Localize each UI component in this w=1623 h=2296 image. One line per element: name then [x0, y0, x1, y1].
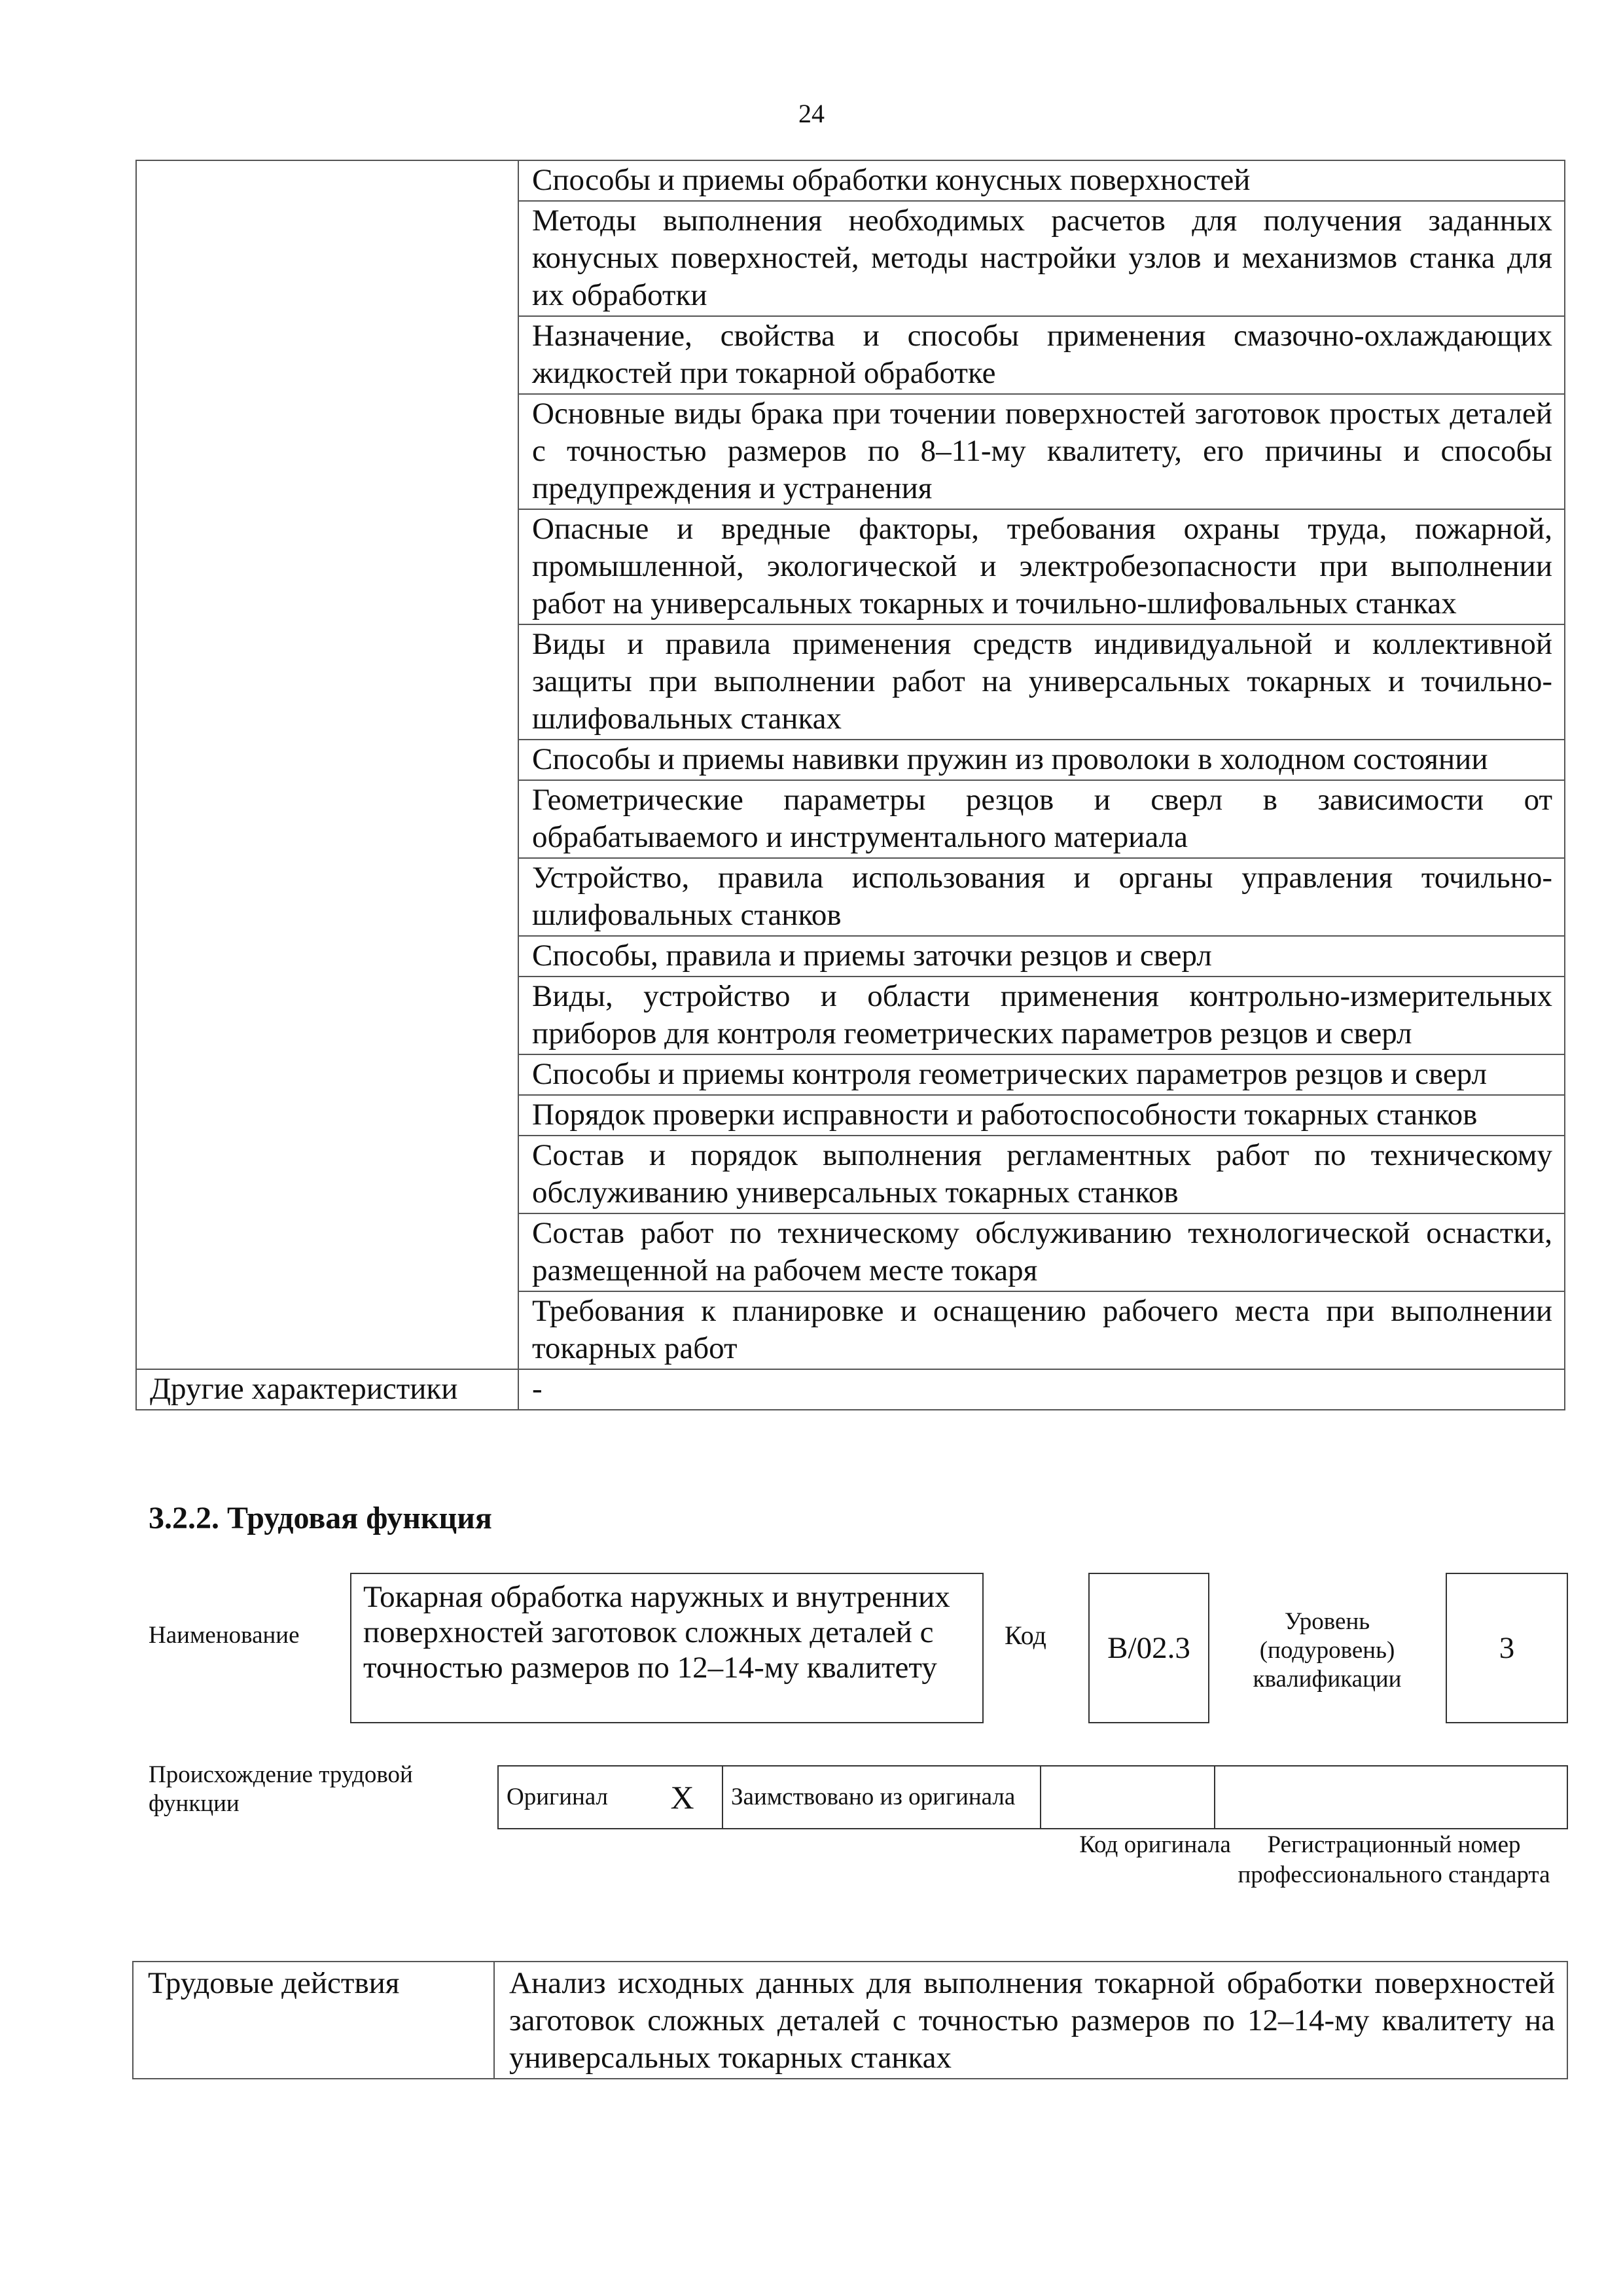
knowledge-item: Способы, правила и приемы заточки резцов и сверл [518, 936, 1565, 977]
table-row [498, 1766, 1567, 1829]
table-row [133, 1962, 1567, 2079]
original-code-cell [1041, 1766, 1215, 1829]
knowledge-item: Виды, устройство и области применения контрольно-измерительных приборов для контроля геометрических параметров резцов и сверл [518, 977, 1565, 1054]
table-row [136, 160, 1565, 201]
knowledge-item: Порядок проверки исправности и работоспособности токарных станков [518, 1095, 1565, 1136]
page-number: 24 [798, 99, 825, 128]
knowledge-item: Методы выполнения необходимых расчетов для получения заданных конусных поверхностей, методы настройки узлов и механизмов станка для их обработки [518, 201, 1565, 316]
other-characteristics-value: - [518, 1369, 1565, 1410]
function-code-box: B/02.3 [1088, 1573, 1209, 1723]
function-name-box: Токарная обработка наружных и внутренних поверхностей заготовок сложных деталей с точностью размеров по 12–14-му квалитету [350, 1573, 984, 1723]
knowledge-item: Опасные и вредные факторы, требования охраны труда, пожарной, промышленной, экологической и электробезопасности при выполнении работ на универсальных токарных и точильно-шлифовальных станках [518, 509, 1565, 624]
registration-number-caption: Регистрационный номер профессионального стандарта [1238, 1831, 1550, 1888]
registration-number-cell [1215, 1766, 1567, 1829]
origin-table [497, 1765, 1568, 1829]
knowledge-item: Способы и приемы навивки пружин из проволоки в холодном состоянии [518, 740, 1565, 780]
knowledge-item: Виды и правила применения средств индивидуальной и коллективной защиты при выполнении работ на универсальных токарных и точильно-шлифовальных станках [518, 624, 1565, 740]
knowledge-item: Требования к планировке и оснащению рабочего места при выполнении токарных работ [518, 1291, 1565, 1369]
borrowed-label: Заимствовано из оригинала [722, 1766, 1041, 1829]
labor-actions-table [132, 1961, 1568, 2079]
origin-label: Происхождение трудовой функции [149, 1761, 413, 1817]
knowledge-label-cell [136, 160, 518, 1369]
table-row [136, 1369, 1565, 1410]
labor-actions-label: Трудовые действия [133, 1962, 494, 2079]
code-label: Код [1005, 1621, 1046, 1650]
qualification-level-box: 3 [1446, 1573, 1568, 1723]
knowledge-item: Способы и приемы контроля геометрических параметров резцов и сверл [518, 1054, 1565, 1095]
knowledge-item: Способы и приемы обработки конусных поверхностей [518, 160, 1565, 201]
other-characteristics-label: Другие характеристики [136, 1369, 518, 1410]
section-title: 3.2.2. Трудовая функция [149, 1501, 492, 1535]
knowledge-item: Состав и порядок выполнения регламентных работ по техническому обслуживанию универсальных токарных станков [518, 1136, 1565, 1213]
knowledge-item: Устройство, правила использования и органы управления точильно-шлифовальных станков [518, 858, 1565, 936]
name-label: Наименование [149, 1622, 300, 1649]
knowledge-item: Состав работ по техническому обслуживанию технологической оснастки, размещенной на рабочем месте токаря [518, 1213, 1565, 1291]
qualification-level-label: Уровень (подуровень) квалификации [1253, 1608, 1402, 1693]
original-label: Оригинал [498, 1766, 643, 1829]
knowledge-item: Геометрические параметры резцов и сверл в зависимости от обрабатываемого и инструментального материала [518, 780, 1565, 858]
original-code-caption: Код оригинала [1079, 1831, 1231, 1858]
knowledge-item: Основные виды брака при точении поверхностей заготовок простых деталей с точностью размеров по 8–11-му квалитету, его причины и способы предупреждения и устранения [518, 394, 1565, 509]
original-mark: X [643, 1766, 722, 1829]
labor-actions-text: Анализ исходных данных для выполнения токарной обработки поверхностей заготовок сложных деталей с точностью размеров по 12–14-му квалитету на универсальных токарных станках [494, 1962, 1567, 2079]
knowledge-item: Назначение, свойства и способы применения смазочно-охлаждающих жидкостей при токарной обработке [518, 316, 1565, 394]
knowledge-table [135, 160, 1565, 1410]
